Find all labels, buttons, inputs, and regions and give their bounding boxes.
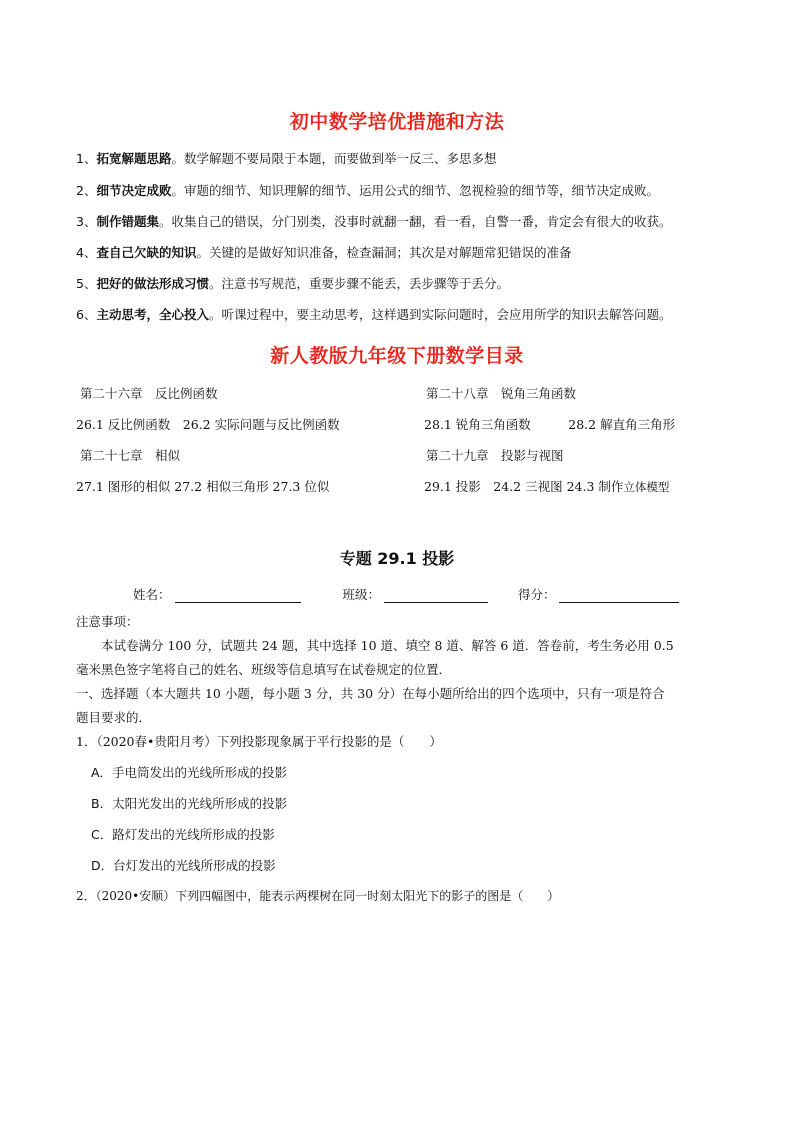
tip-sep: 。 <box>158 214 172 229</box>
tip-number: 6、 <box>76 307 97 322</box>
tip-text: 听课过程中，要主动思考，这样遇到实际问题时，会应用所学的知识去解答问题。 <box>221 307 672 322</box>
toc-29-sections-main: 29.1 投影 24.2 三视图 24.3 制作 <box>424 479 624 494</box>
tip-head: 拓宽解题思路 <box>96 151 172 166</box>
tip-head: 把好的做法形成习惯 <box>96 276 209 291</box>
tip-sep: 。 <box>196 245 209 260</box>
score-field[interactable] <box>559 590 679 603</box>
notice-line-1: 本试卷满分 100 分，试题共 24 题，其中选择 10 道、填空 8 道、解答 6 道．答卷前，考生务必用 0.5 <box>101 638 674 653</box>
tip-number: 3、 <box>76 214 97 229</box>
notice-line-2: 毫米黑色签字笔将自己的姓名、班级等信息填写在试卷规定的位置． <box>76 662 452 677</box>
tip-text: 审题的细节、知识理解的细节、运用公式的细节、忽视检验的细节等，细节决定成败。 <box>183 183 659 198</box>
tip-item-6 <box>76 305 672 323</box>
tip-item-4 <box>76 243 572 261</box>
tip-text: 注意书写规范，重要步骤不能丢，丢步骤等于丢分。 <box>221 276 509 291</box>
tip-item-5 <box>76 274 509 292</box>
tip-head: 查自己欠缺的知识 <box>96 245 197 260</box>
question-1-stem: 1．（2020春•贵阳月考）下列投影现象属于平行投影的是（ ） <box>76 734 442 749</box>
question-1-option-b[interactable]: B．太阳光发出的光线所形成的投影 <box>91 796 288 811</box>
class-field[interactable] <box>384 590 488 603</box>
tip-number: 1、 <box>76 151 97 166</box>
tip-number: 5、 <box>76 276 97 291</box>
tip-sep: 。 <box>171 151 184 166</box>
tip-sep: 。 <box>171 183 184 198</box>
tip-sep: 。 <box>208 276 222 291</box>
toc-29-sections-tail: 立体模型 <box>623 480 670 494</box>
tip-text: 关键的是做好知识准备，检查漏洞；其次是对解题常犯错误的准备 <box>208 245 572 260</box>
tip-number: 2、 <box>76 183 97 198</box>
toc-chapter-29: 第二十九章 投影与视图 <box>426 448 564 463</box>
name-label: 姓名： <box>133 587 171 602</box>
score-label: 得分： <box>517 587 556 602</box>
tip-text: 数学解题不要局限于本题，而要做到举一反三、多思多想 <box>183 151 497 166</box>
toc-chapter-29-sections <box>424 477 669 495</box>
exam-title: 专题 29.1 投影 <box>339 549 455 568</box>
tip-text: 收集自己的错误，分门别类，没事时就翻一翻，看一看，自警一番，肯定会有很大的收获。 <box>171 214 672 229</box>
question-1-option-d[interactable]: D．台灯发出的光线所形成的投影 <box>91 858 276 873</box>
toc-chapter-28-sections: 28.1 锐角三角函数 28.2 解直角三角形 <box>424 417 676 432</box>
toc-title: 新人教版九年级下册数学目录 <box>270 345 524 367</box>
tip-number: 4、 <box>76 245 97 260</box>
toc-chapter-26-sections: 26.1 反比例函数 26.2 实际问题与反比例函数 <box>76 417 340 432</box>
toc-chapter-27: 第二十七章 相似 <box>80 448 181 463</box>
toc-chapter-26: 第二十六章 反比例函数 <box>80 386 218 401</box>
name-field[interactable] <box>175 590 301 603</box>
toc-chapter-27-sections: 27.1 图形的相似 27.2 相似三角形 27.3 位似 <box>76 479 330 494</box>
section-1-line-1: 一、选择题（本大题共 10 小题，每小题 3 分，共 30 分）在每小题所给出的四个选项中，只有一项是符合 <box>76 686 665 701</box>
section-1-line-2: 题目要求的． <box>76 710 152 725</box>
tip-head: 细节决定成败 <box>96 183 172 198</box>
tips-title: 初中数学培优措施和方法 <box>289 111 505 133</box>
notice-label: 注意事项： <box>76 614 139 629</box>
tip-item-1 <box>76 149 497 167</box>
tip-head: 主动思考，全心投入 <box>96 307 209 322</box>
question-1-option-a[interactable]: A．手电筒发出的光线所形成的投影 <box>91 765 288 780</box>
class-label: 班级： <box>342 587 380 602</box>
question-1-option-c[interactable]: C．路灯发出的光线所形成的投影 <box>91 827 275 842</box>
tip-sep: 。 <box>208 307 222 322</box>
question-2-stem: 2．（2020•安顺）下列四幅图中，能表示两棵树在同一时刻太阳光下的影子的图是（ ） <box>76 889 560 903</box>
toc-chapter-28: 第二十八章 锐角三角函数 <box>426 386 577 401</box>
student-info-row <box>133 585 679 603</box>
tip-head: 制作错题集 <box>96 214 159 229</box>
tip-item-2 <box>76 181 659 199</box>
tip-item-3 <box>76 212 672 230</box>
